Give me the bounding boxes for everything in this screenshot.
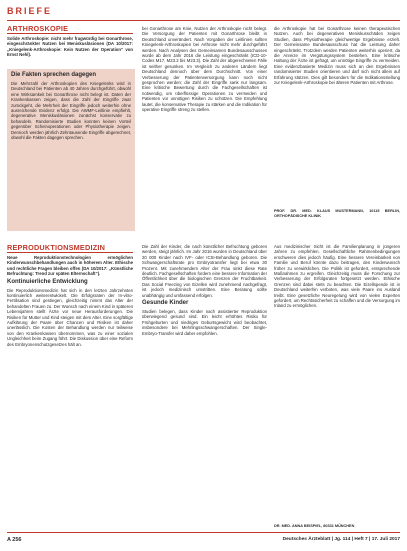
- reproduktion-col1-text: Die Reproduktionsmedizin hat sich in den letzten Jahrzehnten kontinuierlich weiterentwickelt. Die Erfolgsraten der In-vitro-Fertilisation sind gestiegen, gleichzeitig nimmt das Alter der behandelten Frauen zu. Der Wunsch nach einem Kind in späteren Lebensjahren stellt Ärzte vor neue Herausforderungen. Die Risiken für Mutter und Kind steigen mit dem Alter. Eine sorgfältige Aufklärung der Paare über Chancen und Risiken ist daher unerlässlich. Die Kosten der Behandlung werden nur teilweise von den Krankenkassen übernommen, was zu einer sozialen Ungleichheit beim Zugang führt. Die Diskussion über eine Reform des Embryonenschutzgesetzes hält an.: [7, 287, 133, 347]
- reproduktion-rule: [7, 252, 133, 253]
- box-heading: Die Fakten sprechen dagegen: [11, 72, 97, 78]
- page-number: A 256: [7, 537, 22, 543]
- footer-rule: [7, 532, 400, 533]
- reproduktion-col2: [142, 244, 267, 529]
- reproduktion-title: REPRODUKTIONSMEDIZIN: [7, 243, 106, 252]
- arthroskopie-title: ARTHROSKOPIE: [7, 24, 69, 33]
- section-label: BRIEFE: [7, 6, 53, 16]
- arthroskopie-col3: die Arthroskopie hat bei Gonarthrose keinen therapeutischen Nutzen. Auch bei degenerativen Meniskusschäden zeigen Studien, dass Physiotherapie gleichwertige Ergebnisse erzielt. Der Gemeinsame Bundesausschuss hat die Leistung daher eingeschränkt. Trotzdem werden Patienten weiterhin operiert, da die Anreize im Vergütungssystem bestehen. Eine kritische Haltung der Ärzte ist gefragt, um unnötige Eingriffe zu vermeiden. Eine evidenzbasierte Medizin muss sich an den Ergebnissen randomisierter Studien orientieren und darf sich nicht allein auf Erfahrung stützen. Dies gilt besonders für die Indikationsstellung zur Kniegelenk-Arthroskopie bei älteren Patienten mit Arthrose.: [274, 26, 400, 86]
- reproduktion-author: DR. MED. ANNA BEISPIEL, 80331 MÜNCHEN: [274, 524, 355, 528]
- arthroskopie-box: [7, 69, 135, 231]
- top-rule: [7, 20, 400, 21]
- subheading-gesunde-kinder: Gesunde Kinder: [142, 300, 189, 307]
- reproduktion-col3: Aus medizinischer Sicht ist die Familienplanung in jüngeren Jahren zu empfehlen. Gesellschaftliche Rahmenbedingungen erschweren dies jedoch häufig. Eine bessere Vereinbarkeit von Familie und Beruf könnte dazu beitragen, den Kinderwunsch früher zu verwirklichen. Die Politik ist gefordert, entsprechende Maßnahmen zu ergreifen. Gleichzeitig muss die Forschung zur Verbesserung der Erfolgsraten fortgesetzt werden. Ethische Grenzen sind dabei stets zu beachten. Die Eizellspende ist in Deutschland weiterhin verboten, was viele Paare ins Ausland treibt. Eine gesetzliche Neuregelung wird von vielen Experten gefordert, um Rechtssicherheit zu schaffen und die Versorgung im Inland zu ermöglichen.: [274, 244, 400, 309]
- reproduktion-col1: [7, 255, 133, 529]
- journal-citation: Deutsches Ärzteblatt | Jg. 114 | Heft 7 | 17. Juli 2017: [282, 537, 400, 542]
- arthroskopie-author: PROF. DR. MED. KLAUS MUSTERMANN, 10115 BERLIN, ORTHOPÄDISCHE KLINIK: [274, 209, 400, 218]
- subheading-entwicklung: Kontinuierliche Entwicklung: [7, 278, 88, 285]
- arthroskopie-rule: [7, 33, 133, 34]
- reproduktion-lead: Neue Reproduktionstechnologien ermöglichen Kinderwunschbehandlungen auch in höherem Alter. Ethische und rechtliche Fragen bleiben offen (DA 10/2017: „Künstliche Befruchtung: Trend zur späten Elternschaft“).: [7, 255, 133, 277]
- arthroskopie-col1: [7, 36, 133, 59]
- arthroskopie-lead: Solide Arthroskopie: nicht mehr fragwürdig bei Gonarthrose, eingeschränkter Nutzen bei Meniskusläsionen (DA 10/2017: „Kniegelenk-Arthroskopie: Kein Nutzen der Operation“ von Ernst Nehl).: [7, 36, 133, 58]
- reproduktion-col2b-text: Studien belegen, dass Kinder nach assistierter Reproduktion überwiegend gesund sind. Ein leicht erhöhtes Risiko für Frühgeburten und niedriges Geburtsgewicht wird beobachtet, insbesondere bei Mehrlingsschwangerschaften. Der Single-Embryo-Transfer wird daher empfohlen.: [142, 309, 267, 336]
- box-text: Die Mehrzahl der Arthroskopien des Kniegelenks wird in Deutschland bei Patienten ab 40 Jahren durchgeführt, obwohl eine Wirksamkeit bei Gonarthrose nicht belegt ist. Daten der Krankenkassen zeigen, dass die Zahl der Eingriffe zwar zurückgeht, die Mehrheit der Eingriffe jedoch weiterhin ohne ausreichende Evidenz erfolgt. Die AWMF-Leitlinie empfiehlt, degenerative Meniskusläsionen zunächst konservativ zu behandeln. Randomisierte Studien konnten keinen Vorteil gegenüber Scheinoperationen oder Physiotherapie zeigen. Dennoch werden jährlich Zehntausende Eingriffe abgerechnet, obwohl die Fakten dagegen sprechen.: [11, 81, 131, 141]
- reproduktion-col2-text: Die Zahl der Kinder, die nach künstlicher Befruchtung geboren werden, steigt jährlich. Im Jahr 2016 wurden in Deutschland über 20 000 Kinder nach IVF- oder ICSI-Behandlung geboren. Die Schwangerschaftsrate pro Embryotransfer liegt bei etwa 30 Prozent. Mit zunehmendem Alter der Frau sinkt diese Rate deutlich. Fachgesellschaften fordern eine bessere Information der Öffentlichkeit über die biologischen Grenzen der Fruchtbarkeit. Das Social Freezing von Eizellen wird zunehmend nachgefragt, ist jedoch medizinisch umstritten. Eine Beratung sollte unabhängig und umfassend erfolgen.: [142, 244, 267, 298]
- arthroskopie-col2: bei Gonarthrose am Knie, Nutzen der Arthroskopie nicht belegt. Die Versorgung der Patienten mit Gonarthrose bleibt in Deutschland unverändert. Nach Vorgaben der Leitlinien sollten Kniegelenk-Arthroskopien bei Arthrose nicht mehr durchgeführt werden. Nach Analysen des Gemeinsamen Bundesausschusses wurde ab dem Jahr 2016 die Leistung eingeschränkt (ICD-10-Codes M17, M23.2 bis M23.3). Die Zahl der abgerechneten Fälle ist seither gesunken. Im Vergleich zu anderen Ländern liegt Deutschland dennoch über dem Durchschnitt. Von einer Verbesserung der Patientenversorgung kann noch nicht gesprochen werden; die Zahl der Eingriffe sank nur langsam. Eine kritische Bewertung durch die Fachgesellschaften ist notwendig, um überflüssige Operationen zu vermeiden und Patienten vor unnötigen Risiken zu schützen. Die Empfehlung lautet, die konservative Therapie zu stärken und die Indikation für operative Eingriffe streng zu stellen.: [142, 26, 267, 113]
